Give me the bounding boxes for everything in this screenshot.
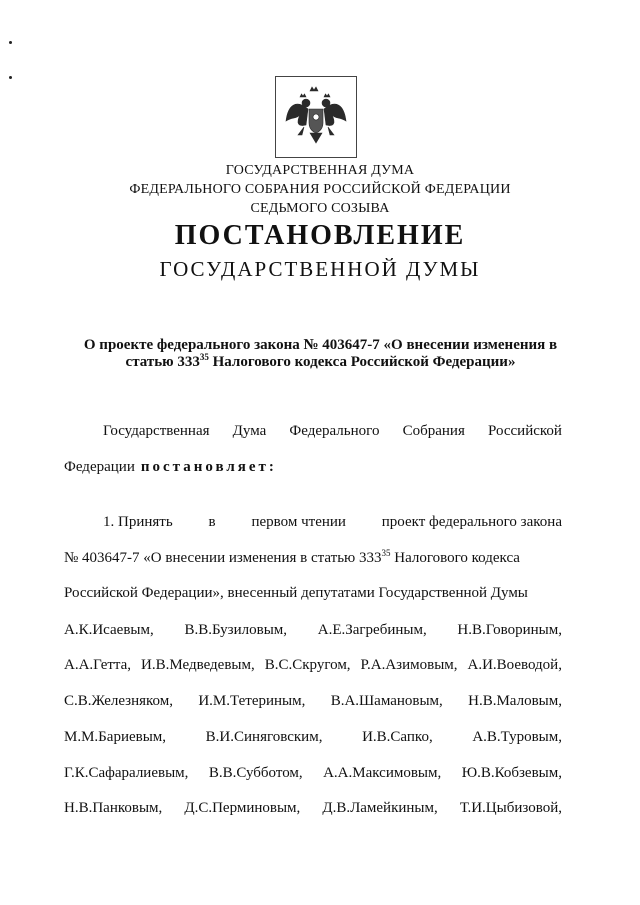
preamble-resolves: постановляет:	[140, 459, 277, 475]
preamble-federation: Федерации	[64, 459, 135, 475]
header-line-2: ФЕДЕРАЛЬНОГО СОБРАНИЯ РОССИЙСКОЙ ФЕДЕРАЦИИ	[129, 182, 511, 197]
deputy-name: И.В.Сапко,	[362, 729, 433, 745]
paragraph1-law-ref: № 403647-7 «О внесении изменения в статью 333	[64, 550, 382, 566]
deputy-name: Р.А.Азимовым,	[360, 657, 458, 673]
scan-mark	[9, 76, 12, 79]
deputy-name: Ю.В.Кобзевым,	[461, 765, 562, 781]
preamble-line-2	[64, 458, 562, 476]
deputy-name: В.В.Субботом,	[208, 765, 303, 781]
paragraph1-word: первом чтении	[251, 514, 346, 530]
paragraph1-superscript: 35	[381, 548, 391, 558]
organization-header	[0, 163, 640, 217]
subject-text-part1: О проекте федерального закона № 403647-7 «О внесении изменения в статью 333	[83, 337, 558, 370]
paragraph1-line-1	[103, 513, 562, 531]
deputy-name: Н.В.Маловым,	[468, 693, 562, 709]
header-line-3: СЕДЬМОГО СОЗЫВА	[250, 201, 390, 216]
deputy-name: А.А.Гетта,	[64, 657, 132, 673]
deputy-name: А.И.Воеводой,	[467, 657, 562, 673]
coat-of-arms-emblem	[275, 76, 357, 158]
preamble-word: Федерального	[289, 423, 380, 439]
deputy-name: А.Е.Загребиным,	[317, 622, 427, 638]
deputy-name: В.А.Шамановым,	[330, 693, 443, 709]
deputy-name: В.И.Синяговским,	[205, 729, 323, 745]
paragraph1-word: проект федерального закона	[381, 514, 562, 530]
double-headed-eagle-icon	[276, 77, 356, 157]
paragraph1-word: 1. Принять	[103, 514, 173, 530]
paragraph1-word: в	[208, 514, 216, 530]
deputy-name: Т.И.Цыбизовой,	[459, 800, 562, 816]
preamble-word: Российской	[488, 423, 562, 439]
deputy-name: Н.В.Панковым,	[64, 800, 163, 816]
subject-text-part2: Налогового кодекса Российской Федерации»	[208, 354, 516, 370]
document-title: ПОСТАНОВЛЕНИЕ	[174, 220, 466, 251]
deputy-name: Д.В.Ламейкиным,	[322, 800, 438, 816]
deputy-name: В.С.Скругом,	[264, 657, 351, 673]
deputy-name: Д.С.Перминовым,	[184, 800, 301, 816]
paragraph1-law-ref-end: Налогового кодекса	[390, 550, 520, 566]
deputies-line-1	[64, 621, 562, 639]
paragraph1-introduced-by: Российской Федерации», внесенный депутатами Государственной Думы	[64, 585, 528, 601]
deputy-name: И.М.Тетериным,	[198, 693, 306, 709]
document-subtitle: ГОСУДАРСТВЕННОЙ ДУМЫ	[159, 257, 481, 281]
deputies-line-6	[64, 799, 562, 817]
deputy-name: В.В.Бузиловым,	[184, 622, 288, 638]
header-line-1: ГОСУДАРСТВЕННАЯ ДУМА	[225, 163, 415, 178]
deputies-line-2	[64, 656, 562, 674]
document-subject	[68, 337, 573, 371]
preamble-word: Государственная	[103, 423, 210, 439]
scan-mark	[9, 41, 12, 44]
deputy-name: Н.В.Говориным,	[457, 622, 562, 638]
deputy-name: М.М.Бариевым,	[64, 729, 167, 745]
deputy-name: С.В.Железняком,	[64, 693, 174, 709]
deputies-line-5	[64, 764, 562, 782]
preamble-line-1	[103, 422, 562, 440]
subject-superscript: 35	[199, 352, 209, 362]
preamble-word: Дума	[232, 423, 267, 439]
paragraph1-line-2	[64, 549, 562, 567]
deputies-line-4	[64, 728, 562, 746]
deputy-name: А.А.Максимовым,	[323, 765, 442, 781]
deputy-name: А.К.Исаевым,	[64, 622, 154, 638]
deputies-line-3	[64, 692, 562, 710]
deputy-name: Г.К.Сафаралиевым,	[64, 765, 189, 781]
preamble-word: Собрания	[402, 423, 465, 439]
paragraph1-line-3	[64, 584, 562, 602]
deputy-name: А.В.Туровым,	[472, 729, 562, 745]
deputy-name: И.В.Медведевым,	[141, 657, 255, 673]
